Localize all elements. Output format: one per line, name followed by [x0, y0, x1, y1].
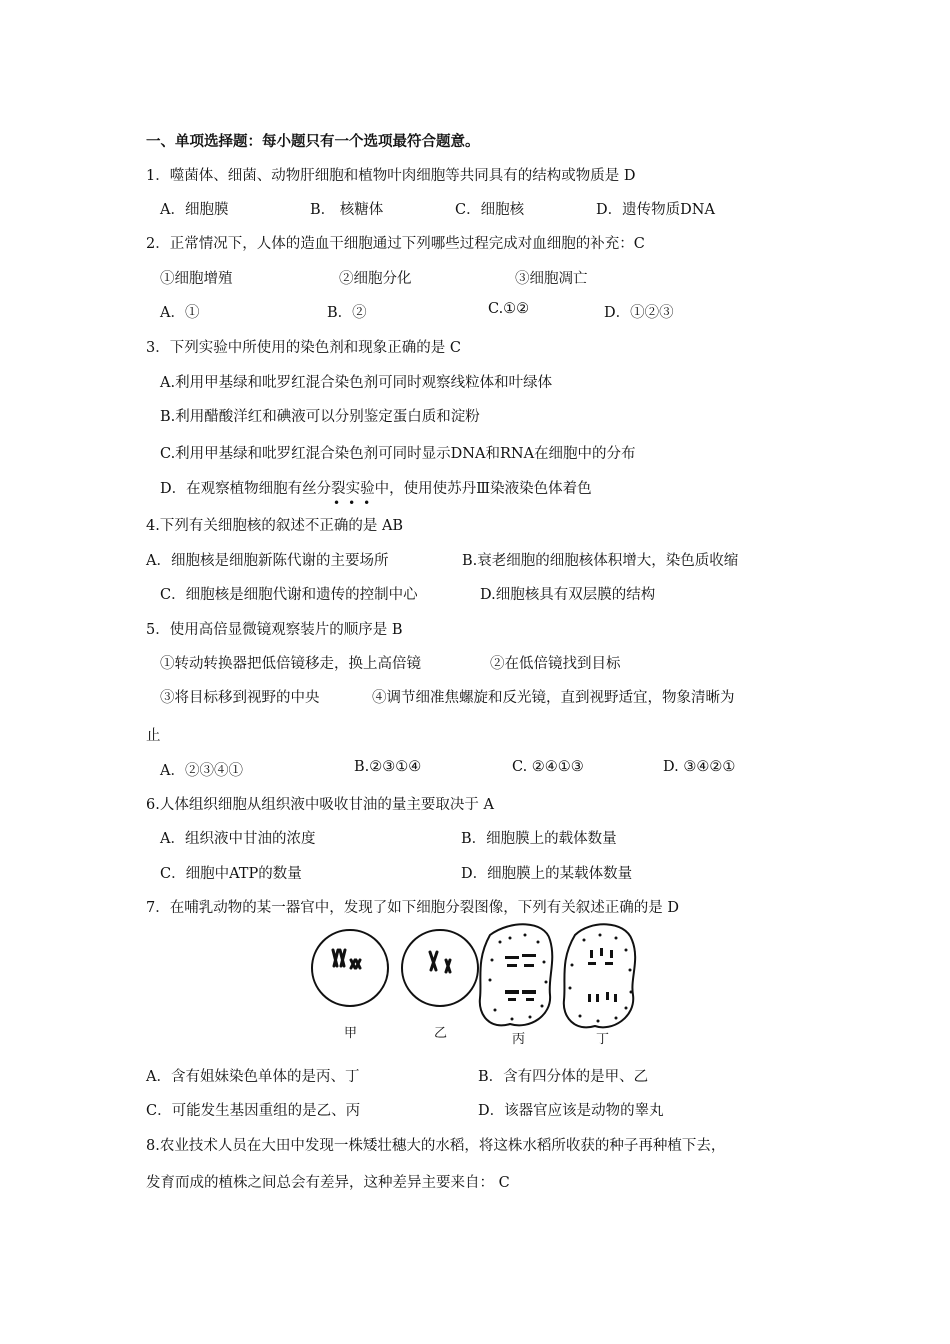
q6-option-c: C．细胞中ATP的数量 [160, 866, 302, 882]
q2-statement-2: ②细胞分化 [339, 271, 412, 287]
q5-option-d: D. ③④②① [663, 759, 736, 775]
q3-option-b: B.利用醋酸洋红和碘液可以分别鉴定蛋白质和淀粉 [160, 409, 480, 425]
question-8-line-2: 发育而成的植株之间总会有差异，这种差异主要来自： C [146, 1175, 510, 1191]
q1-option-c: C．细胞核 [455, 202, 525, 218]
q4-option-b: B.衰老细胞的细胞核体积增大，染色质收缩 [462, 553, 739, 569]
q5-step-3: ③将目标移到视野的中央 [160, 690, 320, 706]
q5-step-1: ①转动转换器把低倍镜移走，换上高倍镜 [160, 656, 421, 672]
q7-option-a: A．含有姐妹染色单体的是丙、丁 [146, 1069, 360, 1085]
chromosomes-jia [333, 950, 360, 968]
question-4: 4.下列有关细胞核的叙述不正确的是 AB [146, 518, 404, 534]
q6-option-b: B．细胞膜上的载体数量 [461, 831, 617, 847]
question-8-line-1: 8.农业技术人员在大田中发现一株矮壮穗大的水稻，将这株水稻所收获的种子再种植下去， [146, 1138, 726, 1154]
q3-option-c: C.利用甲基绿和吡罗红混合染色剂可同时显示DNA和RNA在细胞中的分布 [160, 446, 636, 462]
question-5: 5．使用高倍显微镜观察装片的顺序是 B [146, 622, 403, 638]
question-2: 2．正常情况下，人体的造血干细胞通过下列哪些过程完成对血细胞的补充：C [146, 236, 645, 252]
cell-yi [402, 930, 478, 1006]
q1-option-b: B． 核糖体 [310, 202, 384, 218]
q7-option-b: B．含有四分体的是甲、乙 [478, 1069, 649, 1085]
q7-option-c: C．可能发生基因重组的是乙、丙 [146, 1103, 361, 1119]
q4-option-c: C．细胞核是细胞代谢和遗传的控制中心 [160, 587, 418, 603]
figure-label-ding: 丁 [596, 1032, 610, 1047]
q5-option-c: C. ②④①③ [512, 759, 584, 775]
q5-option-b: B.②③①④ [354, 759, 422, 775]
cell-division-figure [300, 920, 660, 1047]
chromosomes-ding [569, 934, 633, 1023]
q4-option-a: A．细胞核是细胞新陈代谢的主要场所 [146, 553, 389, 569]
q4-option-d: D.细胞核具有双层膜的结构 [480, 587, 656, 603]
cell-bing [480, 924, 552, 1025]
q6-option-d: D．细胞膜上的某载体数量 [461, 866, 633, 882]
q5-step-4-continued: 止 [146, 728, 161, 744]
figure-label-jia: 甲 [344, 1026, 358, 1041]
chromosomes-bing [489, 934, 548, 1021]
q5-step-4: ④调节细准焦螺旋和反光镜，直到视野适宜，物象清晰为 [372, 690, 735, 706]
chromosomes-yi [430, 952, 450, 972]
question-6: 6.人体组织细胞从组织液中吸收甘油的量主要取决于 A [146, 797, 494, 813]
q1-option-a: A．细胞膜 [160, 202, 229, 218]
q2-option-d: D．①②③ [604, 305, 674, 321]
figure-label-bing: 丙 [512, 1032, 526, 1047]
figure-label-yi: 乙 [434, 1026, 448, 1041]
q6-option-a: A．组织液中甘油的浓度 [160, 831, 316, 847]
q2-statement-1: ①细胞增殖 [160, 271, 233, 287]
q2-statement-3: ③细胞凋亡 [515, 271, 588, 287]
q2-option-a: A．① [160, 305, 200, 321]
q3-option-a: A.利用甲基绿和吡罗红混合染色剂可同时观察线粒体和叶绿体 [160, 375, 553, 391]
q7-option-d: D．该器官应该是动物的睾丸 [478, 1103, 664, 1119]
question-7: 7．在哺乳动物的某一器官中，发现了如下细胞分裂图像，下列有关叙述正确的是 D [146, 900, 679, 916]
emphasis-dots: ••• [333, 496, 379, 510]
q1-option-d: D．遗传物质DNA [596, 202, 715, 218]
q2-option-c: C.①② [488, 301, 530, 317]
q5-step-2: ②在低倍镜找到目标 [490, 656, 621, 672]
section-heading: 一、单项选择题：每小题只有一个选项最符合题意。 [146, 134, 480, 150]
question-1: 1．噬菌体、细菌、动物肝细胞和植物叶肉细胞等共同具有的结构或物质是 D [146, 168, 636, 184]
question-3: 3．下列实验中所使用的染色剂和现象正确的是 C [146, 340, 461, 356]
cell-ding [564, 924, 635, 1027]
q5-option-a: A．②③④① [160, 763, 243, 779]
q3-option-d: D．在观察植物细胞有丝分裂实验中，使用使苏丹Ⅲ染液染色体着色 [160, 481, 592, 497]
q2-option-b: B．② [327, 305, 367, 321]
